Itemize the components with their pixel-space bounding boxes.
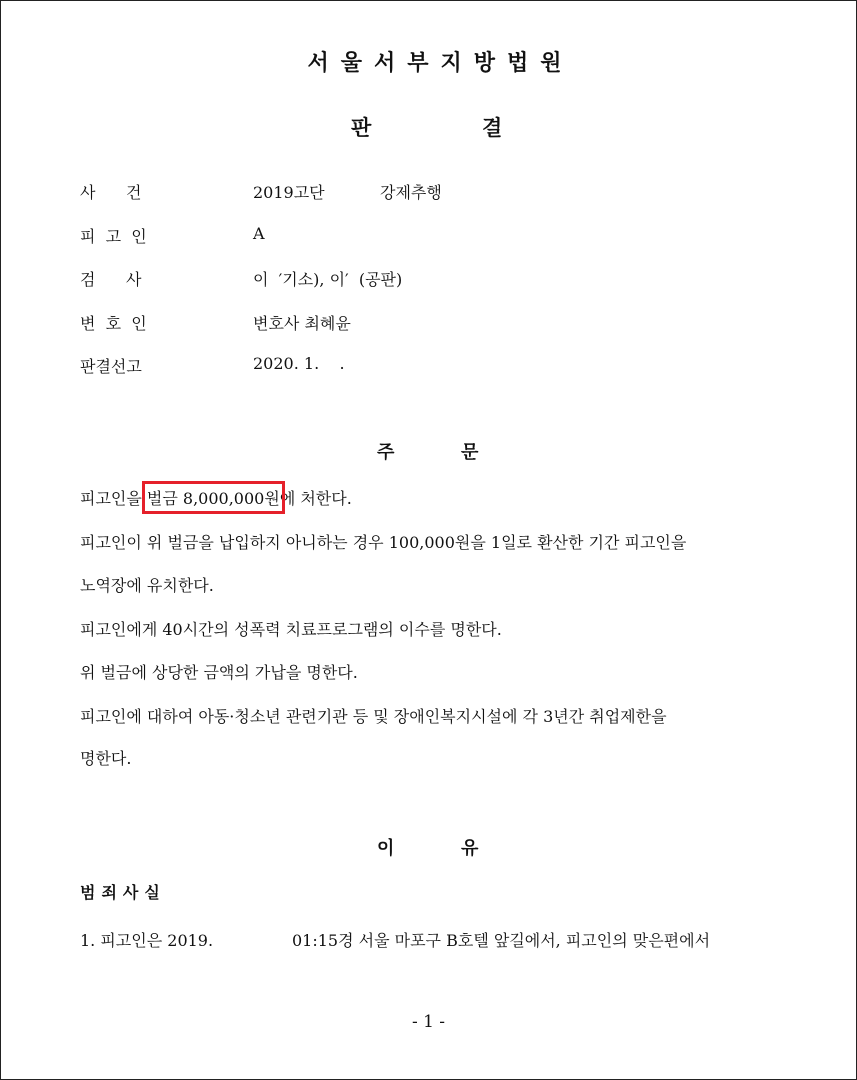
order-line-1 [80, 486, 352, 509]
doc-type-left: 판 [351, 116, 372, 140]
order-heading-left: 주 [377, 442, 395, 463]
fine-amount-highlight: 벌금 8,000,000원 [147, 486, 280, 509]
order-line: 위 벌금에 상당한 금액의 가납을 명한다. [80, 663, 358, 682]
reasons-line-1-a: 1. 피고인은 2019. [80, 931, 214, 950]
order-line: 명한다. [80, 749, 132, 768]
prosecutor-value: 이 ′기소), 이′ (공판) [253, 270, 403, 289]
order-line: 노역장에 유치한다. [80, 576, 214, 595]
order-line: 피고인에게 40시간의 성폭력 치료프로그램의 이수를 명한다. [80, 620, 502, 639]
attorney-label: 변 호 인 [80, 314, 147, 333]
prosecutor-label: 검 사 [80, 270, 142, 289]
defendant-value: A [253, 224, 265, 243]
doc-type-right: 결 [482, 116, 503, 140]
case-name: 강제추행 [380, 183, 442, 202]
order-heading-right: 문 [461, 442, 479, 463]
order-line: 피고인에 대하여 아동·청소년 관련기관 등 및 장애인복지시설에 각 3년간 취업제한을 [80, 707, 667, 726]
order-line-1-suffix: 에 처한다. [279, 489, 352, 508]
case-number: 2019고단 [253, 183, 325, 202]
reasons-heading-right: 유 [461, 838, 479, 859]
order-line: 피고인이 위 벌금을 납입하지 아니하는 경우 100,000원을 1일로 환산한 기간 피고인을 [80, 533, 687, 552]
court-name: 서울서부지방법원 [307, 51, 574, 76]
attorney-value: 변호사 최혜윤 [253, 314, 351, 333]
reasons-line-1-b: 01:15경 서울 마포구 B호텔 앞길에서, 피고인의 맞은편에서 [292, 931, 711, 950]
crime-facts-heading: 범죄사실 [80, 883, 166, 902]
page-number: - 1 - [411, 1012, 446, 1032]
verdict-date-value: 2020. 1. . [253, 354, 345, 373]
order-line-1-prefix: 피고인을 [80, 489, 147, 508]
defendant-label: 피 고 인 [80, 227, 147, 246]
case-label: 사 건 [80, 183, 142, 202]
verdict-date-label: 판결선고 [80, 357, 142, 376]
reasons-heading-left: 이 [377, 838, 395, 859]
